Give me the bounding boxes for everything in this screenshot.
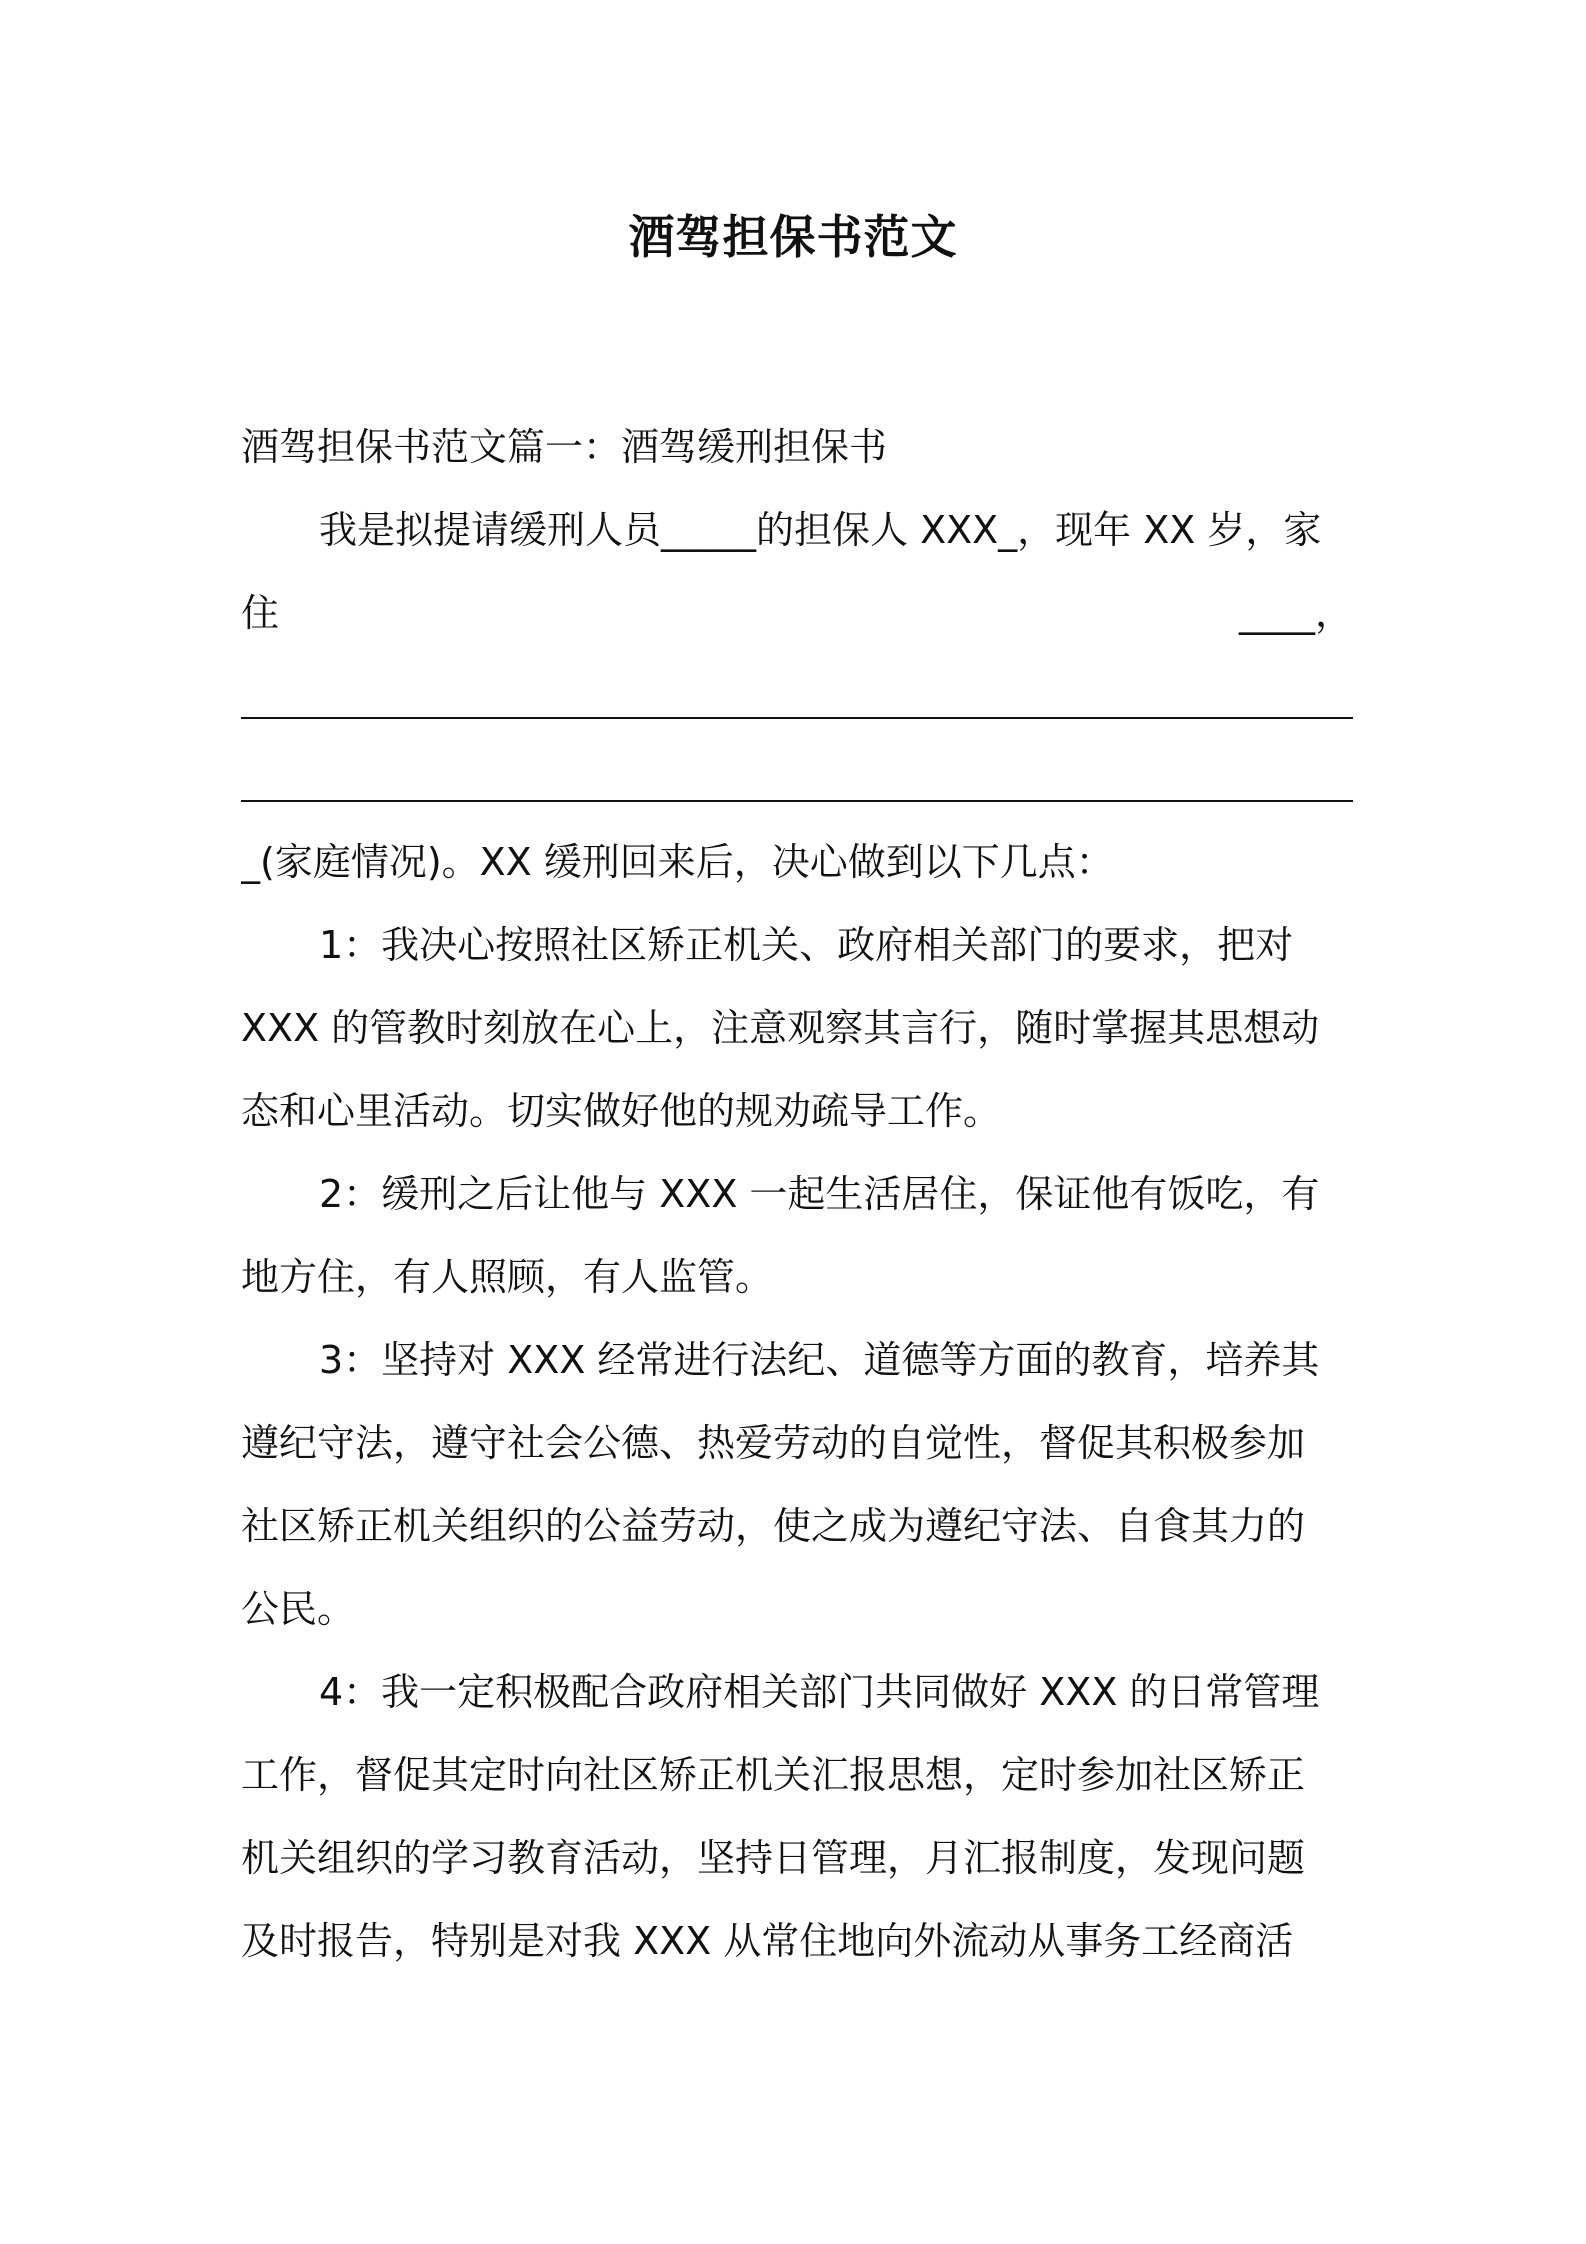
family-info-blank-line-1 (241, 655, 1353, 738)
item-2-line-2: 地方住，有人照顾，有人监管。 (241, 1255, 774, 1299)
item-3-line-1: 3：坚持对 XXX 经常进行法纪、道德等方面的教育，培养其 (319, 1338, 1320, 1382)
item-4-line-2: 工作，督促其定时向社区矫正机关汇报思想，定时参加社区矫正 (241, 1753, 1306, 1797)
item-3-line-4: 公民。 (241, 1587, 356, 1631)
address-label: 住 (241, 591, 280, 635)
item-3-line-2: 遵纪守法，遵守社会公德、热爱劳动的自觉性，督促其积极参加 (241, 1421, 1306, 1465)
item-4-line-1: 4：我一定积极配合政府相关部门共同做好 XXX 的日常管理 (319, 1670, 1320, 1714)
paragraph-1-line-5: _(家庭情况)。XX 缓刑回来后，决心做到以下几点： (241, 840, 1114, 884)
item-4-line-3: 机关组织的学习教育活动，坚持日管理，月汇报制度，发现问题 (241, 1836, 1306, 1880)
address-blank-end: ____， (1238, 591, 1353, 635)
item-1-line-2: XXX 的管教时刻放在心上，注意观察其言行，随时掌握其思想动 (241, 1006, 1320, 1050)
document-body (241, 406, 1353, 1983)
paragraph-1-line-1: 我是拟提请缓刑人员_____的担保人 XXX_，现年 XX 岁，家 (319, 508, 1322, 552)
item-3-line-3: 社区矫正机关组织的公益劳动，使之成为遵纪守法、自食其力的 (241, 1504, 1306, 1548)
item-4-line-4: 及时报告，特别是对我 XXX 从常住地向外流动从事务工经商活 (241, 1919, 1294, 1963)
item-2-line-1: 2：缓刑之后让他与 XXX 一起生活居住，保证他有饭吃，有 (319, 1172, 1320, 1216)
family-info-blank-line-2 (241, 738, 1353, 821)
paragraph-1-line-2 (241, 572, 1353, 655)
document-title: 酒驾担保书范文 (628, 210, 958, 264)
item-1-line-3: 态和心里活动。切实做好他的规劝疏导工作。 (241, 1089, 1002, 1133)
item-1-line-1: 1：我决心按照社区矫正机关、政府相关部门的要求，把对 (319, 923, 1294, 967)
section-heading: 酒驾担保书范文篇一：酒驾缓刑担保书 (241, 425, 888, 469)
